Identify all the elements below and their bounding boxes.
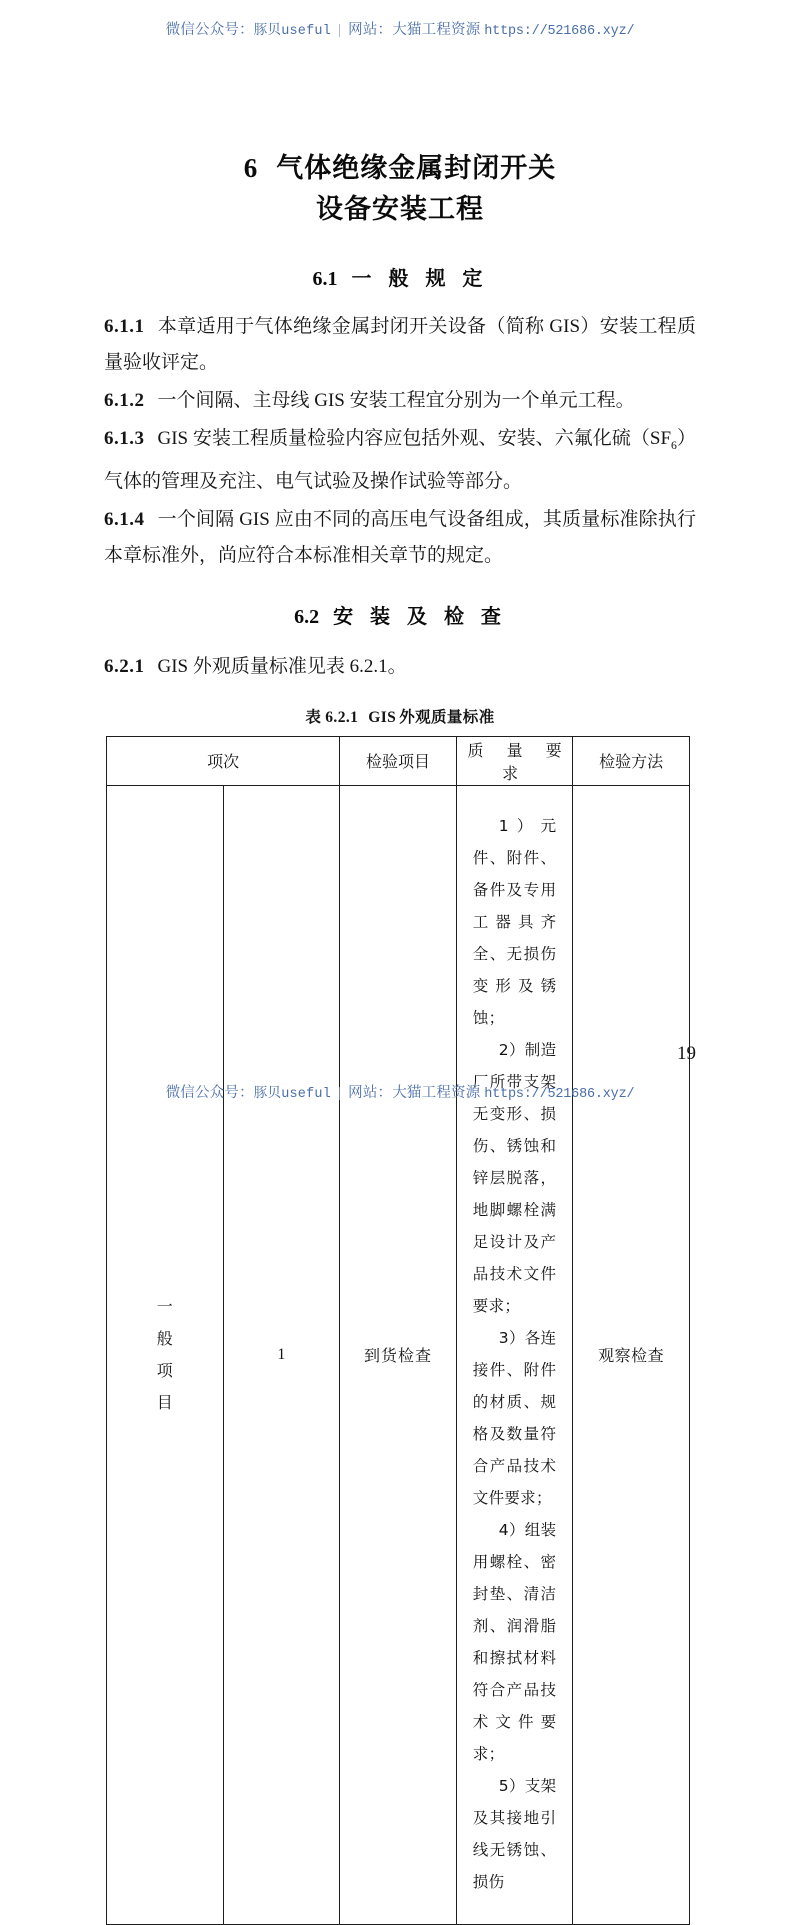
clause-6-2-1-text: GIS 外观质量标准见表 6.2.1。 [157, 655, 407, 677]
table-caption-title: 外观质量标准 [399, 707, 495, 726]
watermark-wechat-value: 豚贝useful [253, 1087, 332, 1102]
requirement-item: 1）元件、附件、备件及专用工器具齐全、无损伤变形及锈蚀； [472, 816, 557, 1027]
page-content [104, 0, 696, 1925]
watermark-url: https://521686.xyz/ [484, 1087, 635, 1102]
section-6-2-title: 安 装 及 检 查 [333, 603, 506, 628]
table-body [107, 785, 690, 1924]
watermark-wechat-label: 微信公众号： [165, 22, 254, 38]
category-char: 般 [156, 1328, 173, 1348]
clause-6-1-2 [104, 383, 696, 419]
watermark-separator: | [338, 1085, 342, 1101]
watermark-separator: | [338, 22, 342, 38]
chapter-title-line1: 气体绝缘金属封闭开关 [276, 153, 557, 184]
requirement-item: 4）组装用螺栓、密封垫、清洁剂、润滑脂和擦拭材料符合产品技术文件要求； [472, 1520, 557, 1763]
watermark-site-label: 网站： [348, 22, 393, 38]
table-caption-prefix: 表 [305, 707, 322, 726]
table-header-row [107, 736, 690, 785]
clause-6-1-1-number: 6.1.1 [104, 316, 145, 337]
chapter-title-line2: 设备安装工程 [316, 194, 484, 225]
section-6-1-title: 一 般 规 定 [351, 266, 488, 290]
clause-6-1-1-text: 本章适用于气体绝缘金属封闭开关设备（简称 GIS）安装工程质量验收评定。 [104, 316, 696, 373]
clause-6-1-3-subscript: 6 [671, 438, 677, 452]
page-number: 19 [677, 1043, 696, 1064]
clause-6-1-2-number: 6.1.2 [104, 390, 145, 411]
category-vertical-text [157, 1291, 173, 1419]
table-caption-number: 6.2.1 [325, 708, 359, 726]
clause-6-1-4 [104, 502, 696, 574]
cell-quality-requirements [456, 785, 573, 1924]
clause-6-1-1 [104, 309, 696, 381]
requirement-item: 3）各连接件、附件的材质、规格及数量符合产品技术文件要求； [472, 1328, 557, 1507]
clause-6-1-3-text-after: ）气体的管理及充注、电气试验及操作试验等部分。 [104, 428, 696, 492]
chapter-number: 6 [243, 153, 259, 183]
category-char: 目 [156, 1392, 173, 1412]
cell-inspection-item: 到货检查 [340, 785, 457, 1924]
clause-6-1-4-text: 一个间隔 GIS 应由不同的高压电气设备组成，其质量标准除执行本章标准外，尚应符合本标准相关章节的规定。 [104, 508, 696, 566]
section-6-2-number: 6.2 [294, 605, 320, 628]
watermark-wechat-label: 微信公众号： [165, 1085, 254, 1101]
clause-6-1-4-number: 6.1.4 [104, 508, 145, 530]
column-header-requirement: 质 量 要 求 [456, 736, 573, 785]
clause-6-2-1 [104, 649, 696, 685]
watermark-site-value: 大猫工程资源 [392, 22, 481, 38]
cell-inspection-method: 观察检查 [573, 785, 690, 1924]
clause-6-1-3-number: 6.1.3 [104, 428, 145, 449]
table-caption-gis: GIS [368, 708, 397, 726]
watermark-wechat-value: 豚贝useful [253, 24, 332, 39]
watermark-url: https://521686.xyz/ [484, 24, 635, 39]
category-char: 一 [156, 1296, 173, 1316]
watermark-site-value: 大猫工程资源 [392, 1085, 481, 1101]
table-row [107, 785, 690, 1924]
requirement-item: 5）支架及其接地引线无锈蚀、损伤 [472, 1776, 557, 1891]
column-header-order: 项次 [107, 736, 340, 785]
table-caption [104, 705, 696, 727]
category-char: 项 [156, 1360, 173, 1380]
chapter-title [104, 148, 696, 230]
watermark-site-label: 网站： [348, 1085, 393, 1101]
clause-6-2-1-number: 6.2.1 [104, 655, 145, 677]
section-6-1-number: 6.1 [312, 268, 338, 290]
clause-6-1-3-text-before: GIS 安装工程质量检验内容应包括外观、安装、六氟化硫（SF [157, 428, 672, 449]
quality-standard-table [106, 736, 690, 1925]
footer-watermark [0, 1081, 800, 1102]
column-header-item: 检验项目 [340, 736, 457, 785]
table-header [107, 736, 690, 785]
cell-category [107, 785, 224, 1924]
clause-6-1-2-text: 一个间隔、主母线 GIS 安装工程宜分别为一个单元工程。 [157, 390, 635, 411]
cell-order-number: 1 [223, 785, 340, 1924]
section-heading-6-2 [104, 600, 696, 629]
section-heading-6-1 [104, 262, 696, 291]
column-header-method: 检验方法 [573, 736, 690, 785]
requirement-item: 2）制造厂所带支架无变形、损伤、锈蚀和锌层脱落，地脚螺栓满足设计及产品技术文件要求； [472, 1040, 557, 1315]
clause-6-1-3 [104, 421, 696, 500]
